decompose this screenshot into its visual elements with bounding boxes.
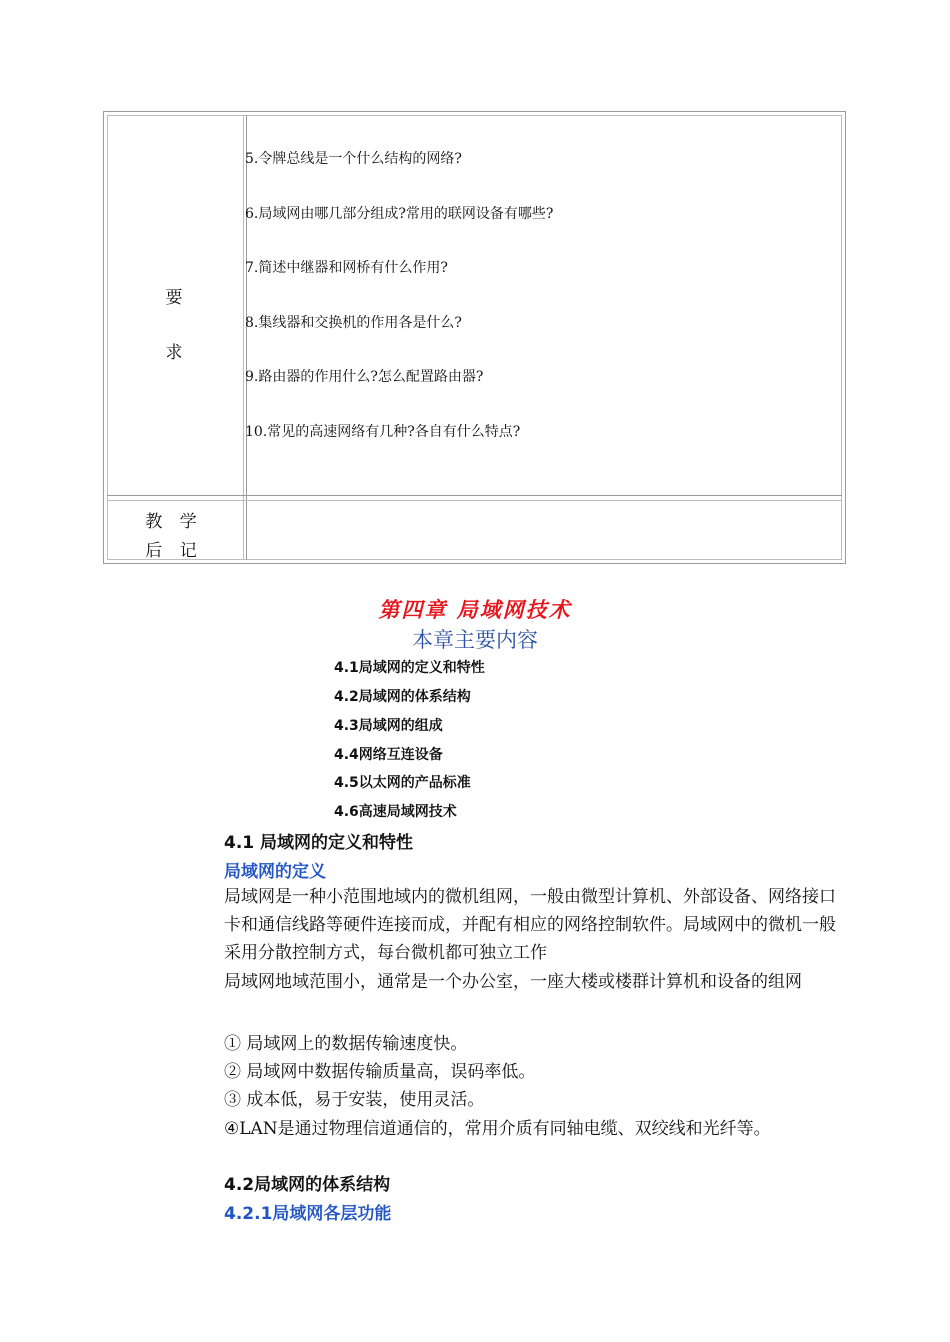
question-item: 5.令牌总线是一个什么结构的网络?	[245, 151, 462, 167]
table-column-divider	[243, 115, 247, 560]
question-item: 10.常见的高速网络有几种?各自有什么特点?	[245, 424, 521, 440]
question-item: 8.集线器和交换机的作用各是什么?	[245, 315, 462, 331]
table-row-divider	[107, 495, 842, 501]
feature-item: ④LAN是通过物理信道通信的，常用介质有同轴电缆、双绞线和光纤等。	[224, 1119, 771, 1139]
question-item: 6.局域网由哪几部分组成?常用的联网设备有哪些?	[245, 206, 554, 222]
section-title: 4.1 局域网的定义和特性	[224, 833, 414, 853]
definition-paragraph: 局域网是一种小范围地域内的微机组网，一般由微型计算机、外部设备、网络接口卡和通信线路等硬件连接而成，并配有相应的网络控制软件。局域网中的微机一般采用分散控制方式，每台微机都可独立工作	[224, 887, 836, 963]
section-title: 4.2局域网的体系结构	[224, 1175, 391, 1195]
toc-item: 4.6高速局域网技术	[334, 804, 457, 820]
range-paragraph: 局域网地域范围小，通常是一个办公室，一座大楼或楼群计算机和设备的组网	[224, 972, 802, 992]
notes-label-line: 后 记	[145, 541, 203, 561]
course-table	[103, 111, 846, 564]
feature-item: ③ 成本低，易于安装，使用灵活。	[224, 1090, 485, 1110]
toc-item: 4.4网络互连设备	[334, 747, 443, 763]
feature-item: ② 局域网中数据传输质量高，误码率低。	[224, 1062, 536, 1082]
toc-item: 4.5以太网的产品标准	[334, 775, 471, 791]
feature-item: ① 局域网上的数据传输速度快。	[224, 1034, 468, 1054]
toc-item: 4.1局域网的定义和特性	[334, 660, 485, 676]
requirement-label-char: 求	[165, 343, 183, 363]
question-item: 9.路由器的作用什么?怎么配置路由器?	[245, 369, 484, 385]
chapter-subtitle: 本章主要内容	[412, 628, 538, 652]
chapter-title: 第四章 局域网技术	[378, 597, 572, 622]
question-item: 7.简述中继器和网桥有什么作用?	[245, 260, 448, 276]
definition-heading: 局域网的定义	[224, 862, 326, 882]
requirement-label-char: 要	[165, 288, 183, 308]
notes-label-line: 教 学	[145, 512, 203, 532]
subsection-heading: 4.2.1局域网各层功能	[224, 1204, 392, 1224]
toc-item: 4.3局域网的组成	[334, 718, 443, 734]
toc-item: 4.2局域网的体系结构	[334, 689, 471, 705]
table-inner-border	[107, 115, 842, 560]
